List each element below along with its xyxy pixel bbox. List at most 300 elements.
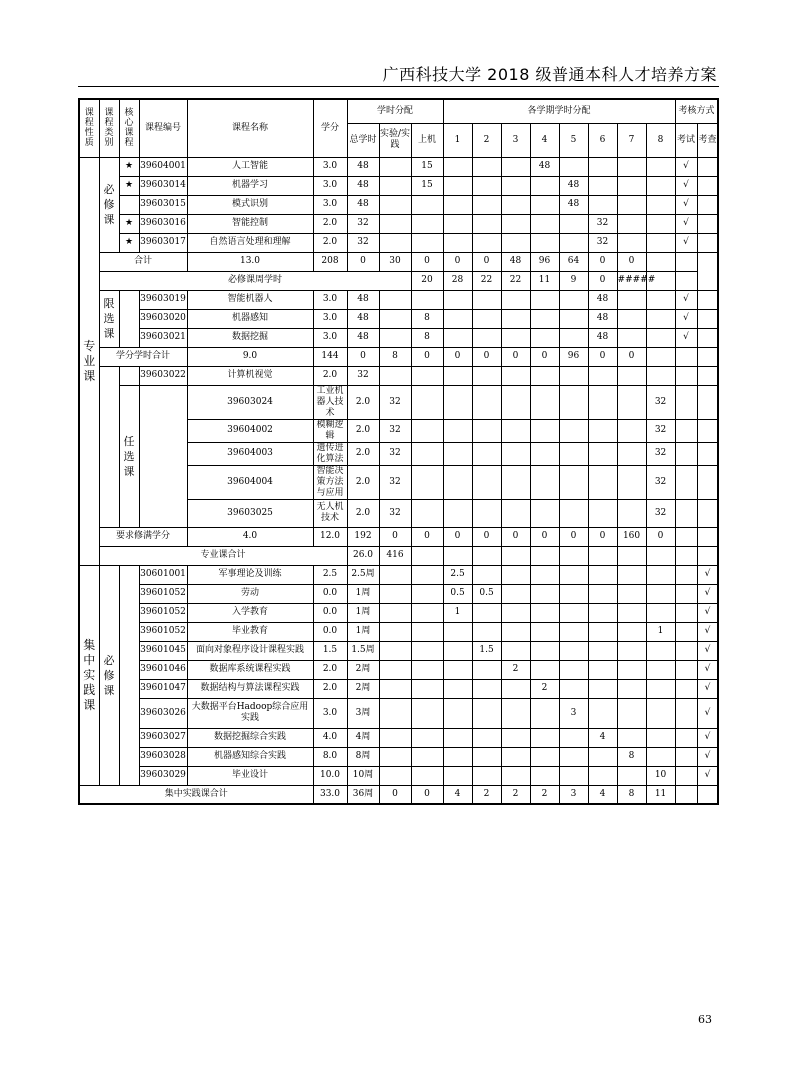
semester-7-cell: 160 — [617, 527, 646, 546]
semester-7-cell: 32 — [646, 442, 675, 465]
core-course-cell — [119, 565, 139, 785]
semester-6-cell — [588, 679, 617, 698]
semester-7-cell — [617, 176, 646, 195]
lab-cell — [379, 728, 411, 747]
course-code-cell: 39601047 — [139, 679, 187, 698]
course-code-cell: 39603021 — [139, 328, 187, 347]
credit-cell: 9.0 — [187, 347, 313, 366]
test-cell — [675, 271, 697, 290]
semester-1-cell — [472, 442, 501, 465]
table-row — [79, 195, 718, 214]
credit-cell: 2.0 — [347, 385, 379, 419]
semester-7-cell: 32 — [646, 499, 675, 527]
exam-cell — [675, 679, 697, 698]
semester-1-cell — [443, 660, 472, 679]
test-cell — [675, 252, 697, 271]
semester-1-cell: 2.5 — [443, 565, 472, 584]
table-row — [79, 785, 718, 804]
semester-3-cell — [501, 679, 530, 698]
group-practice — [79, 565, 99, 785]
test-cell: √ — [697, 584, 718, 603]
table-row — [79, 747, 718, 766]
semester-4-cell — [530, 366, 559, 385]
semester-1-cell — [443, 728, 472, 747]
course-name-cell: 无人机技术 — [313, 499, 347, 527]
lab-cell — [411, 419, 443, 442]
semester-8-cell — [646, 328, 675, 347]
semester-1-cell — [443, 290, 472, 309]
elective-required-credits: 4.0 — [187, 527, 313, 546]
exam-cell: √ — [675, 290, 697, 309]
semester-5-cell — [588, 546, 617, 565]
total-hours-cell: 192 — [347, 527, 379, 546]
semester-6-cell — [588, 660, 617, 679]
semester-2-cell — [472, 660, 501, 679]
lab-cell — [411, 465, 443, 499]
course-name-cell: 毕业设计 — [187, 766, 313, 785]
semester-1-cell — [443, 214, 472, 233]
semester-5-cell — [588, 442, 617, 465]
semester-5-cell — [559, 157, 588, 176]
semester-2-cell — [501, 442, 530, 465]
semester-4-cell — [530, 328, 559, 347]
course-code-cell: 39604003 — [187, 442, 313, 465]
group-practice-compulsory — [99, 565, 119, 785]
semester-1-cell: 20 — [411, 271, 443, 290]
computer-cell: 8 — [411, 309, 443, 328]
course-name-cell: 遗传进化算法 — [313, 442, 347, 465]
lab-cell — [379, 176, 411, 195]
computer-cell — [411, 290, 443, 309]
computer-cell — [443, 385, 472, 419]
major-total-label: 专业课合计 — [99, 546, 347, 565]
credit-cell: 12.0 — [313, 527, 347, 546]
semester-2-cell — [501, 465, 530, 499]
course-code-cell: 39604004 — [187, 465, 313, 499]
semester-5-cell: 11 — [530, 271, 559, 290]
semester-1-cell: 0.5 — [443, 584, 472, 603]
semester-4-cell — [559, 465, 588, 499]
semester-6-cell: 0 — [588, 527, 617, 546]
semester-7-cell: 32 — [646, 385, 675, 419]
semester-7-cell — [617, 366, 646, 385]
course-name-cell: 智能决策方法与应用 — [313, 465, 347, 499]
semester-4-cell — [559, 385, 588, 419]
core-course-cell: ★ — [119, 176, 139, 195]
semester-7-cell — [617, 728, 646, 747]
semester-7-cell — [617, 584, 646, 603]
semester-3-cell — [501, 766, 530, 785]
course-name-cell: 数据结构与算法课程实践 — [187, 679, 313, 698]
course-name-cell: 数据库系统课程实践 — [187, 660, 313, 679]
semester-3-cell: 2 — [501, 660, 530, 679]
exam-cell: √ — [675, 309, 697, 328]
semester-4-cell — [559, 419, 588, 442]
core-course-cell — [139, 385, 187, 527]
semester-5-cell — [559, 290, 588, 309]
semester-7-cell — [617, 679, 646, 698]
semester-5-cell — [559, 747, 588, 766]
semester-4-cell: 0 — [501, 347, 530, 366]
semester-8-cell — [646, 157, 675, 176]
semester-5-cell: 48 — [559, 176, 588, 195]
exam-cell: √ — [675, 157, 697, 176]
curriculum-table — [78, 98, 719, 805]
semester-8-cell — [675, 499, 697, 527]
semester-2-cell — [472, 565, 501, 584]
table-row — [79, 660, 718, 679]
test-cell — [697, 328, 718, 347]
header-semester-3: 3 — [501, 123, 530, 157]
semester-6-cell — [588, 766, 617, 785]
semester-7-cell — [617, 233, 646, 252]
semester-8-cell — [646, 290, 675, 309]
semester-8-cell — [646, 565, 675, 584]
computer-cell — [411, 233, 443, 252]
semester-6-cell — [588, 747, 617, 766]
core-course-cell: ★ — [119, 157, 139, 176]
semester-4-cell — [530, 565, 559, 584]
computer-cell: 15 — [411, 157, 443, 176]
lab-cell — [379, 603, 411, 622]
semester-3-cell — [530, 546, 559, 565]
semester-8-cell — [646, 233, 675, 252]
semester-8-cell — [646, 309, 675, 328]
semester-2-cell — [472, 309, 501, 328]
table-row — [79, 527, 718, 546]
semester-5-cell — [559, 214, 588, 233]
semester-2-cell: 0 — [443, 252, 472, 271]
semester-4-cell: 0 — [530, 527, 559, 546]
semester-4-cell: 2 — [530, 679, 559, 698]
semester-8-cell — [646, 747, 675, 766]
semester-2-cell — [501, 419, 530, 442]
semester-5-cell — [588, 385, 617, 419]
semester-7-cell — [617, 214, 646, 233]
exam-cell — [675, 584, 697, 603]
course-name-cell: 计算机视觉 — [187, 366, 313, 385]
table-row — [79, 328, 718, 347]
lab-cell: 0 — [347, 252, 379, 271]
semester-5-cell: 0 — [530, 347, 559, 366]
header-semester-5: 5 — [559, 123, 588, 157]
semester-2-cell — [472, 679, 501, 698]
semester-7-cell — [617, 641, 646, 660]
test-cell — [675, 347, 697, 366]
header-course-nature: 课程性质 — [79, 99, 99, 157]
semester-5-cell — [559, 679, 588, 698]
semester-8-cell: 0 — [617, 252, 646, 271]
credit-cell: 0.0 — [313, 584, 347, 603]
core-course-cell — [119, 195, 139, 214]
semester-3-cell — [501, 728, 530, 747]
course-name-cell: 模糊逻辑 — [313, 419, 347, 442]
total-hours-cell: 208 — [313, 252, 347, 271]
exam-cell — [675, 366, 697, 385]
semester-5-cell: 3 — [559, 698, 588, 728]
semester-8-cell — [646, 176, 675, 195]
course-name-cell: 大数据平台Hadoop综合应用实践 — [187, 698, 313, 728]
total-hours-cell: 1周 — [347, 622, 379, 641]
computer-cell — [443, 465, 472, 499]
total-hours-cell: 32 — [347, 214, 379, 233]
semester-2-cell — [472, 698, 501, 728]
total-hours-cell: 3周 — [347, 698, 379, 728]
exam-cell — [675, 603, 697, 622]
exam-cell — [697, 465, 718, 499]
lab-cell — [379, 766, 411, 785]
total-hours-cell: 32 — [379, 465, 411, 499]
test-cell — [697, 195, 718, 214]
header-lab: 实验/实践 — [379, 123, 411, 157]
lab-cell — [379, 157, 411, 176]
semester-5-cell: 3 — [559, 785, 588, 804]
test-cell — [697, 157, 718, 176]
semester-4-cell — [530, 603, 559, 622]
credit-cell: 2.0 — [347, 419, 379, 442]
table-row — [79, 214, 718, 233]
lab-cell: 0 — [379, 527, 411, 546]
group-practice-label: 集中实践课 — [83, 637, 96, 712]
header-assessment: 考核方式 — [675, 99, 718, 123]
test-cell: √ — [697, 565, 718, 584]
table-row — [79, 271, 718, 290]
computer-cell — [411, 195, 443, 214]
semester-6-cell: 9 — [559, 271, 588, 290]
semester-1-cell — [472, 419, 501, 442]
computer-cell: 0 — [411, 785, 443, 804]
table-row — [79, 766, 718, 785]
exam-cell — [697, 442, 718, 465]
semester-6-cell — [588, 195, 617, 214]
header-course-category: 课程类别 — [99, 99, 119, 157]
test-cell — [697, 527, 718, 546]
semester-2-cell — [472, 366, 501, 385]
semester-1-cell — [443, 766, 472, 785]
semester-8-cell: 0 — [646, 527, 675, 546]
credit-cell: 3.0 — [313, 157, 347, 176]
semester-7-cell — [617, 603, 646, 622]
computer-cell — [411, 660, 443, 679]
semester-2-cell — [501, 499, 530, 527]
semester-2-cell — [472, 603, 501, 622]
header-exam: 考试 — [675, 123, 697, 157]
course-code-cell: 39603026 — [139, 698, 187, 728]
semester-7-cell: 0 — [588, 347, 617, 366]
semester-2-cell — [472, 747, 501, 766]
semester-6-cell — [617, 442, 646, 465]
semester-2-cell — [472, 290, 501, 309]
credit-cell: 2.0 — [347, 499, 379, 527]
semester-4-cell — [559, 546, 588, 565]
semester-6-cell — [588, 698, 617, 728]
credit-cell: 2.0 — [347, 465, 379, 499]
computer-cell — [443, 546, 472, 565]
semester-8-cell — [646, 214, 675, 233]
semester-1-cell: 0 — [411, 347, 443, 366]
semester-7-cell: 32 — [646, 419, 675, 442]
computer-cell — [411, 747, 443, 766]
page-number: 63 — [698, 1013, 712, 1026]
total-hours-cell: 48 — [347, 328, 379, 347]
semester-2-cell: 28 — [443, 271, 472, 290]
semester-2-cell: 0.5 — [472, 584, 501, 603]
total-hours-cell: 48 — [347, 157, 379, 176]
exam-cell — [675, 660, 697, 679]
table-row — [79, 622, 718, 641]
header-semester-6: 6 — [588, 123, 617, 157]
total-hours-cell: 1周 — [347, 603, 379, 622]
semester-6-cell — [588, 157, 617, 176]
test-cell — [697, 309, 718, 328]
course-code-cell: 39603029 — [139, 766, 187, 785]
course-code-cell: 39603014 — [139, 176, 187, 195]
semester-5-cell — [588, 499, 617, 527]
table-row — [79, 584, 718, 603]
total-hours-cell: 10周 — [347, 766, 379, 785]
semester-8-cell — [646, 728, 675, 747]
header-semester-7: 7 — [617, 123, 646, 157]
semester-5-cell — [559, 233, 588, 252]
group-elective — [119, 385, 139, 527]
lab-cell — [379, 747, 411, 766]
semester-3-cell: 0 — [472, 347, 501, 366]
course-name-cell: 数据挖掘综合实践 — [187, 728, 313, 747]
semester-5-cell: 96 — [530, 252, 559, 271]
semester-3-cell — [501, 195, 530, 214]
credit-cell: 3.0 — [313, 328, 347, 347]
semester-8-cell: 10 — [646, 766, 675, 785]
semester-4-cell: 48 — [530, 157, 559, 176]
group-compulsory — [99, 157, 119, 252]
semester-5-cell — [588, 419, 617, 442]
computer-cell — [443, 499, 472, 527]
semester-8-cell: 1 — [646, 622, 675, 641]
semester-6-cell: 48 — [588, 290, 617, 309]
semester-1-cell — [443, 176, 472, 195]
semester-4-cell — [530, 233, 559, 252]
semester-3-cell — [501, 309, 530, 328]
semester-3-cell — [501, 233, 530, 252]
semester-6-cell — [588, 565, 617, 584]
table-row — [79, 366, 718, 385]
computer-cell — [411, 698, 443, 728]
course-code-cell: 39604002 — [187, 419, 313, 442]
semester-6-cell — [617, 546, 646, 565]
course-code-cell: 39601046 — [139, 660, 187, 679]
semester-7-cell: 0 — [588, 271, 617, 290]
total-hours-cell: 32 — [347, 366, 379, 385]
header-course-name: 课程名称 — [187, 99, 313, 157]
computer-cell — [411, 728, 443, 747]
lab-cell — [379, 195, 411, 214]
semester-4-cell — [530, 766, 559, 785]
course-code-cell: 39601052 — [139, 622, 187, 641]
semester-2-cell: 0 — [443, 347, 472, 366]
computer-cell — [411, 641, 443, 660]
total-hours-cell: 144 — [313, 347, 347, 366]
semester-3-cell — [501, 603, 530, 622]
semester-7-cell — [617, 766, 646, 785]
semester-5-cell — [559, 728, 588, 747]
credit-cell: 0.0 — [313, 603, 347, 622]
credit-cell: 2.0 — [313, 233, 347, 252]
lab-cell — [379, 660, 411, 679]
computer-cell — [411, 679, 443, 698]
credit-cell: 2.0 — [313, 679, 347, 698]
semester-5-cell — [559, 622, 588, 641]
credit-cell: 26.0 — [347, 546, 379, 565]
header-core-course: 核心课程 — [119, 99, 139, 157]
credit-cell: 3.0 — [313, 698, 347, 728]
exam-cell — [697, 419, 718, 442]
credit-cell: 3.0 — [313, 176, 347, 195]
course-code-cell: 39603028 — [139, 747, 187, 766]
core-course-cell — [119, 366, 139, 385]
semester-5-cell — [559, 366, 588, 385]
course-name-cell: 军事理论及训练 — [187, 565, 313, 584]
computer-cell — [411, 766, 443, 785]
semester-1-cell — [443, 679, 472, 698]
semester-3-cell: 2 — [501, 785, 530, 804]
semester-8-cell — [675, 546, 697, 565]
course-name-cell: 入学教育 — [187, 603, 313, 622]
test-cell: √ — [697, 747, 718, 766]
credit-cell: 13.0 — [187, 252, 313, 271]
exam-cell — [675, 565, 697, 584]
semester-2-cell: 1.5 — [472, 641, 501, 660]
computer-cell: 15 — [411, 176, 443, 195]
lab-cell — [379, 328, 411, 347]
semester-3-cell — [501, 214, 530, 233]
semester-5-cell — [559, 641, 588, 660]
semester-7-cell: 0 — [588, 252, 617, 271]
table-row — [79, 546, 718, 565]
semester-1-cell — [443, 622, 472, 641]
semester-8-cell — [675, 465, 697, 499]
semester-6-cell — [588, 641, 617, 660]
header-hours-allocation: 学时分配 — [347, 99, 443, 123]
semester-6-cell — [588, 622, 617, 641]
semester-4-cell: 48 — [501, 252, 530, 271]
semester-1-cell — [472, 546, 501, 565]
computer-cell: 0 — [411, 527, 443, 546]
table-row — [79, 679, 718, 698]
test-cell — [697, 176, 718, 195]
semester-7-cell — [617, 309, 646, 328]
total-hours-cell: 4周 — [347, 728, 379, 747]
semester-7-cell: 8 — [617, 747, 646, 766]
semester-1-cell — [443, 233, 472, 252]
exam-cell — [697, 499, 718, 527]
semester-5-cell: 0 — [559, 527, 588, 546]
exam-cell: √ — [675, 233, 697, 252]
semester-5-cell — [559, 766, 588, 785]
course-name-cell: 机器感知综合实践 — [187, 747, 313, 766]
semester-2-cell — [472, 328, 501, 347]
semester-8-cell — [646, 584, 675, 603]
semester-3-cell — [501, 622, 530, 641]
semester-4-cell — [530, 728, 559, 747]
semester-1-cell — [443, 747, 472, 766]
exam-cell — [646, 347, 675, 366]
test-cell — [697, 290, 718, 309]
total-hours-cell: 48 — [347, 176, 379, 195]
test-cell: √ — [697, 698, 718, 728]
semester-8-cell — [675, 385, 697, 419]
total-hours-cell: 2周 — [347, 660, 379, 679]
semester-4-cell — [530, 290, 559, 309]
